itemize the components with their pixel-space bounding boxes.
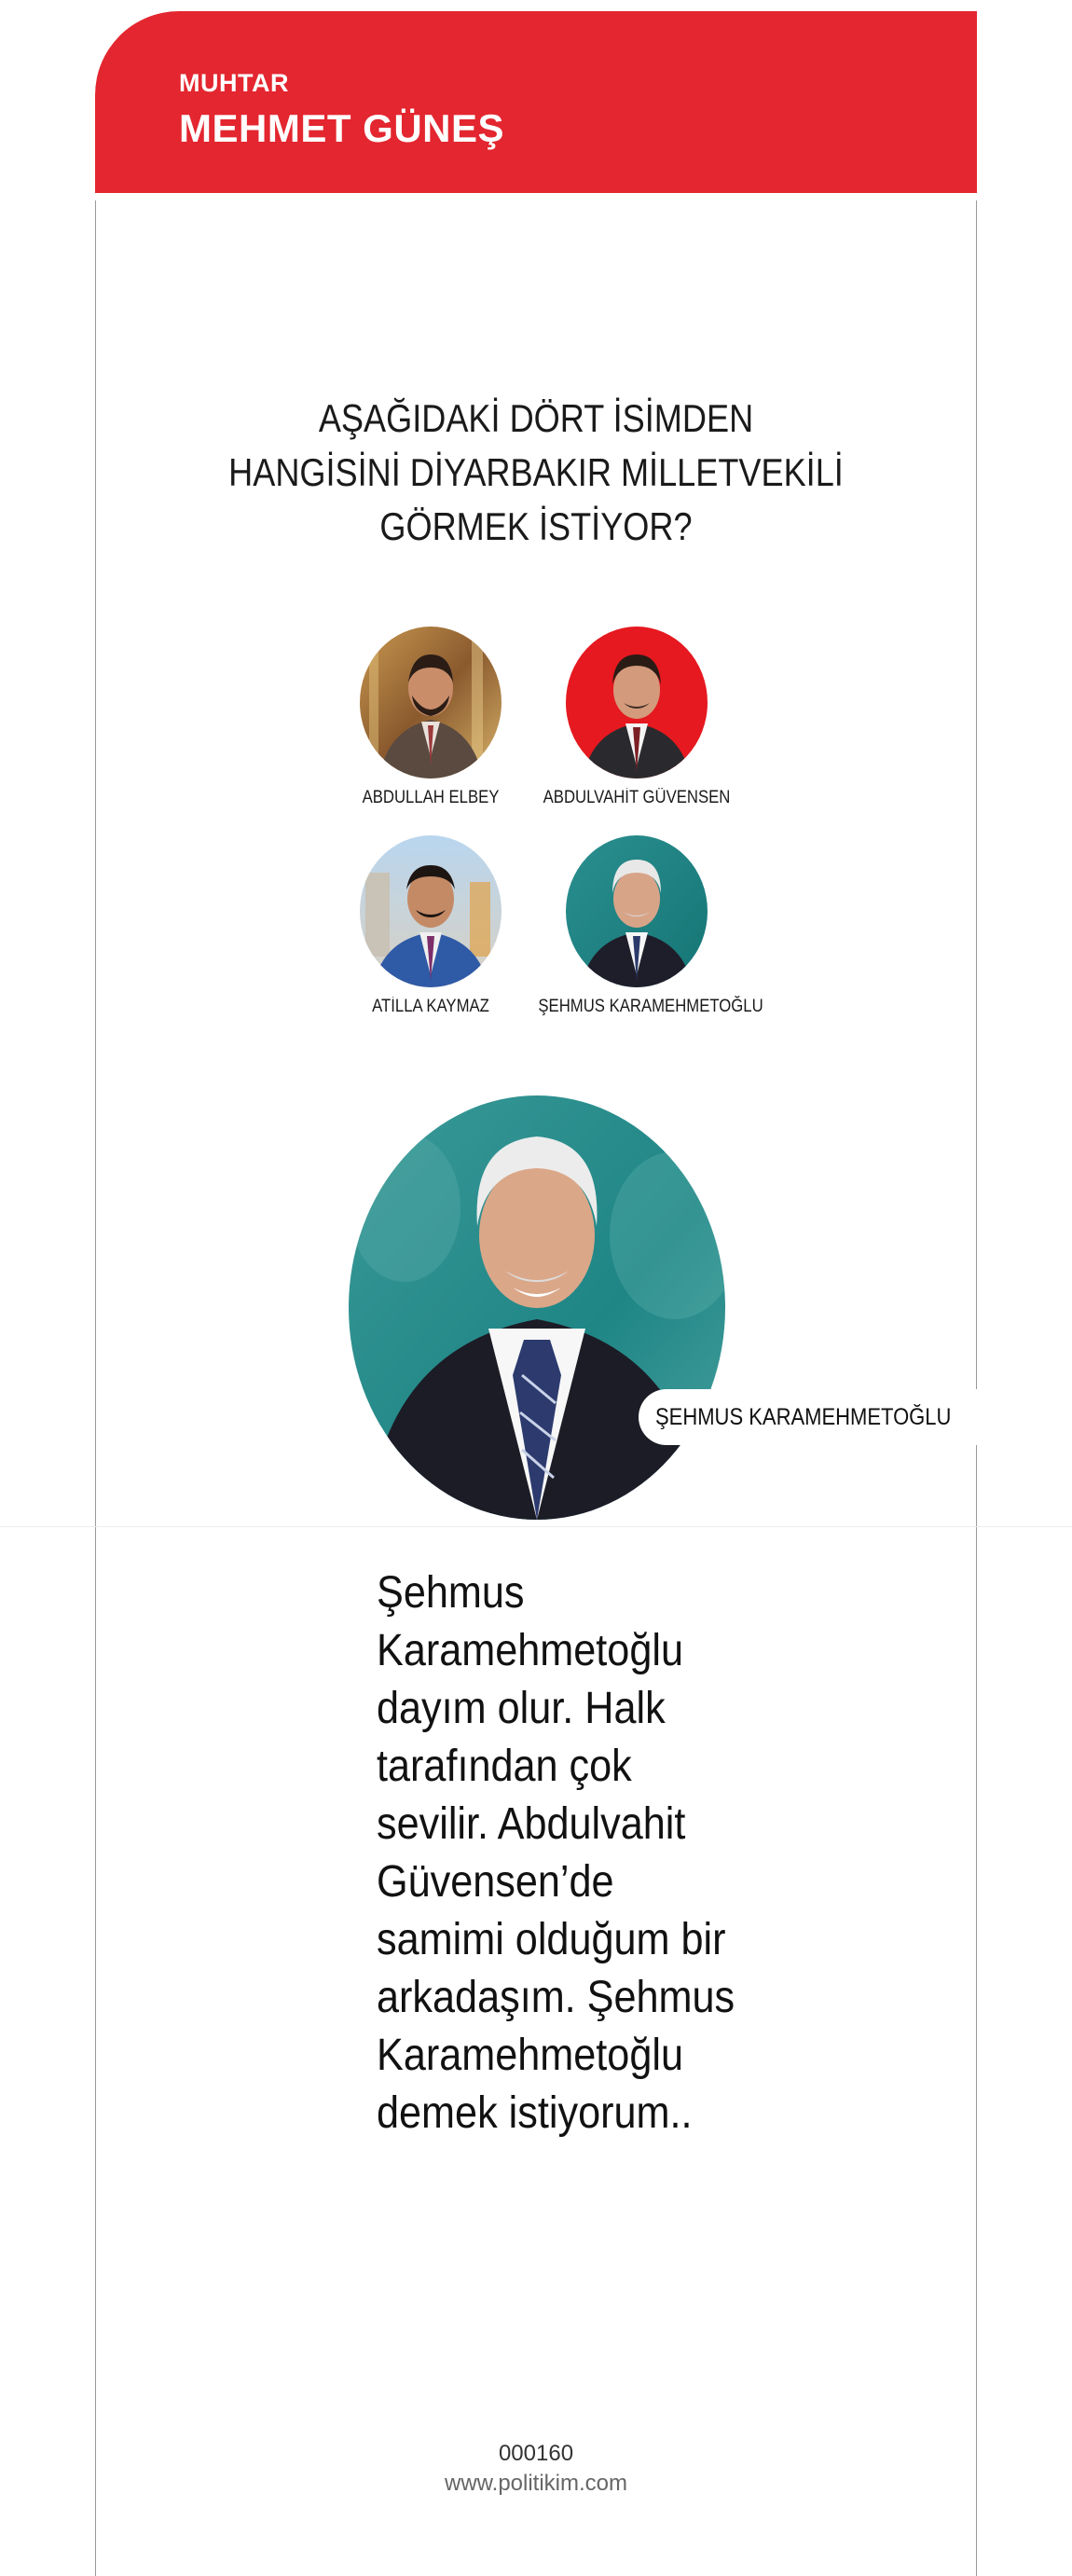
- candidate-card: [525, 627, 749, 808]
- candidate-card: [319, 835, 543, 1017]
- quote-line: tarafından çok: [377, 1742, 632, 1791]
- candidate-name: ŞEHMUS KARAMEHMETOĞLU: [538, 997, 763, 1016]
- quote-line: Karamehmetoğlu: [377, 2031, 683, 2080]
- selected-candidate-photo: [349, 1095, 725, 1520]
- selected-candidate-label: [639, 1389, 1009, 1445]
- candidate-name: ATİLLA KAYMAZ: [372, 997, 489, 1016]
- quote-line: Karamehmetoğlu: [377, 1626, 683, 1675]
- candidate-portrait-icon: [566, 627, 708, 778]
- question-line: GÖRMEK İSTİYOR?: [379, 504, 693, 548]
- footer-site-link[interactable]: www.politikim.com: [444, 2471, 628, 2496]
- candidate-photo: [360, 835, 502, 987]
- quote-line: samimi olduğum bir: [377, 1915, 726, 1964]
- candidate-photo: [566, 627, 708, 778]
- card-border-right: [976, 200, 977, 2576]
- question-line: AŞAĞIDAKİ DÖRT İSİMDEN: [318, 396, 754, 440]
- selected-candidate-name: ŞEHMUS KARAMEHMETOĞLU: [655, 1404, 952, 1430]
- section-divider: [0, 1526, 1072, 1527]
- candidate-photo: [360, 627, 502, 778]
- quote-line: demek istiyorum..: [377, 2088, 693, 2138]
- candidate-photo: [566, 835, 708, 987]
- header-banner: [95, 11, 977, 193]
- footer-code: 000160: [498, 2441, 574, 2466]
- quote-line: Güvensen’de: [377, 1857, 614, 1907]
- candidate-name: ABDULVAHİT GÜVENSEN: [543, 788, 731, 807]
- question-heading: [196, 392, 877, 554]
- selected-portrait-icon: [349, 1095, 725, 1520]
- quote-line: Şehmus: [377, 1568, 525, 1618]
- candidate-portrait-icon: [360, 627, 502, 778]
- person-name: MEHMET GÜNEŞ: [179, 106, 505, 150]
- question-line: HANGİSİNİ DİYARBAKIR MİLLETVEKİLİ: [228, 450, 844, 494]
- candidate-portrait-icon: [360, 835, 502, 987]
- card-border-left: [95, 200, 96, 2576]
- candidate-card: [525, 835, 763, 1017]
- quote-line: arkadaşım. Şehmus: [377, 1973, 735, 2022]
- quote-text: [377, 1564, 737, 2142]
- quote-line: dayım olur. Halk: [377, 1684, 666, 1733]
- candidate-portrait-icon: [566, 835, 708, 987]
- candidate-name: ABDULLAH ELBEY: [362, 788, 500, 807]
- candidate-card: [319, 627, 543, 808]
- person-role: MUHTAR: [179, 69, 289, 97]
- quote-line: sevilir. Abdulvahit: [377, 1799, 686, 1849]
